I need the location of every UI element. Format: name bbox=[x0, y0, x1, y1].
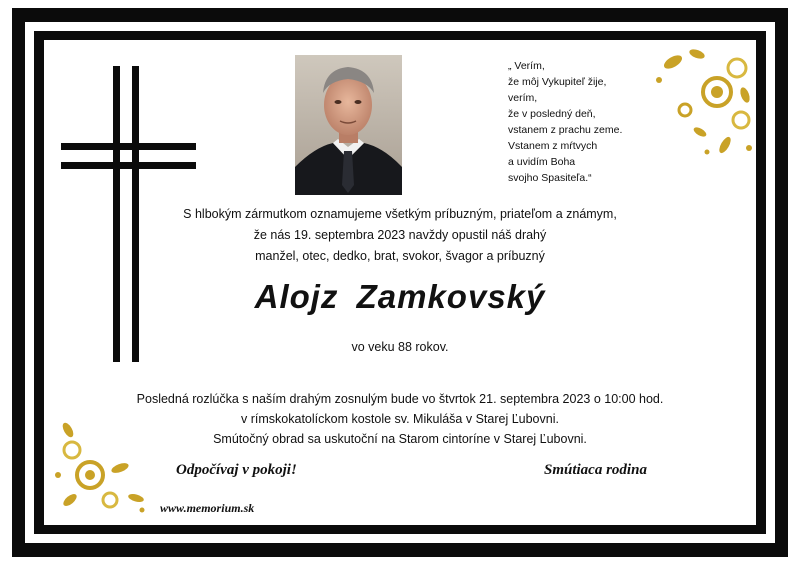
deceased-age: vo veku 88 rokov. bbox=[351, 340, 449, 354]
funeral-line: v rímskokatolíckom kostole sv. Mikuláša v Starej Ľubovni. bbox=[241, 412, 559, 426]
verse-line: a uvidím Boha bbox=[508, 156, 576, 168]
funeral-line: Posledná rozlúčka s naším drahým zosnulým bude vo štvrtok 21. septembra 2023 o 10:00 hod. bbox=[136, 392, 664, 406]
verse-line: svojho Spasiteľa.“ bbox=[508, 172, 592, 184]
farewell-text: Odpočívaj v pokoji! bbox=[176, 462, 297, 478]
funeral-details bbox=[100, 389, 700, 449]
announcement-line: S hlbokým zármutkom oznamujeme všetkým príbuzným, priateľom a známym, bbox=[183, 207, 617, 221]
announcement-line: že nás 19. septembra 2023 navždy opustil náš drahý bbox=[253, 228, 547, 242]
verse-line: verím, bbox=[508, 92, 538, 104]
funeral-line: Smútočný obrad sa uskutoční na Starom cintoríne v Starej Ľubovni. bbox=[213, 432, 587, 446]
verse-line: Vstanem z mŕtvych bbox=[508, 140, 598, 152]
bible-verse bbox=[508, 58, 622, 186]
deceased-name: Alojz Zamkovský bbox=[254, 278, 546, 315]
portrait-photo bbox=[295, 55, 402, 195]
gold-rose-ornament-icon bbox=[645, 40, 760, 165]
verse-line: že v posledný deň, bbox=[508, 108, 596, 120]
verse-line: vstanem z prachu zeme. bbox=[508, 124, 623, 136]
announcement-line: manžel, otec, dedko, brat, svokor, švagor a príbuzný bbox=[255, 249, 545, 263]
verse-line: „ Verím, bbox=[508, 60, 545, 72]
death-announcement bbox=[120, 204, 680, 267]
website-link[interactable]: www.memorium.sk bbox=[160, 501, 255, 515]
signature-text: Smútiaca rodina bbox=[544, 462, 647, 478]
verse-line: že môj Vykupiteľ žije, bbox=[508, 76, 607, 88]
